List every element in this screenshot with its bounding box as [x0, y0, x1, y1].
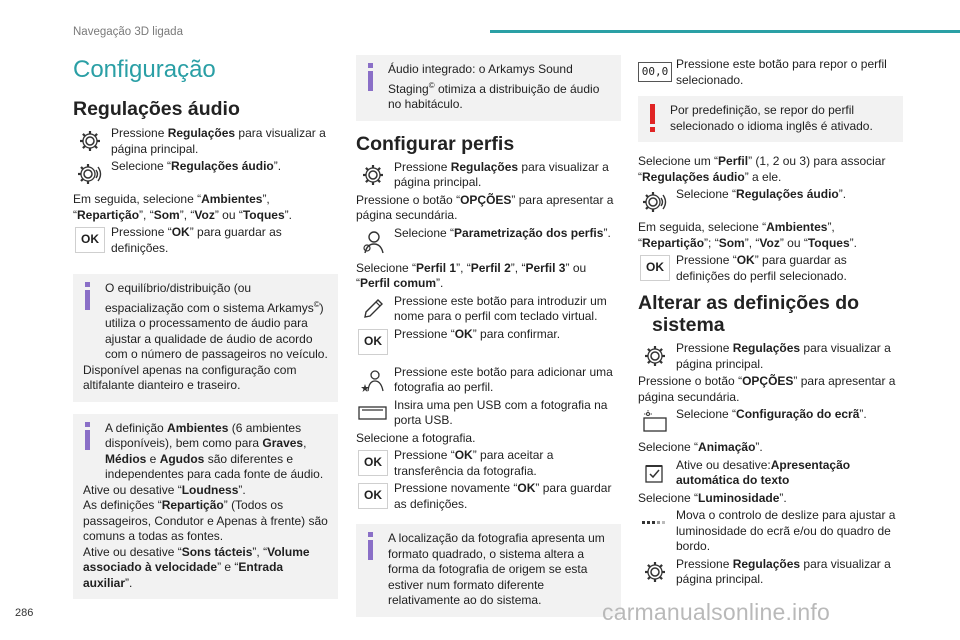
- gear-icon: [73, 125, 107, 157]
- audio-settings-icon: [638, 186, 672, 218]
- step-row: [638, 252, 903, 284]
- step-row: [356, 326, 621, 358]
- paragraph: Em seguida, selecione “Ambientes”, “Repartição”, “Som”, “Voz” ou “Toques”.: [73, 192, 292, 222]
- ok-button-icon: OK: [73, 224, 107, 256]
- usb-drive-icon: [356, 397, 390, 429]
- step-text: Pressione este botão para repor o perfil selecionado.: [676, 57, 887, 87]
- step-row: [356, 480, 621, 512]
- info-icon: [83, 422, 105, 452]
- gear-icon: [638, 340, 672, 372]
- step-row: [638, 340, 903, 372]
- audio-settings-icon: [73, 158, 107, 190]
- info-box: O equilíbrio/distribuição (ou espacialização com o sistema Arkamys©) utiliza o processamento de áudio para ajustar a qualidade de áudio de acordo com o número de passageiros no veículo. Disponível apenas na configuração com altifalante dianteiro e traseiro.: [73, 274, 338, 402]
- paragraph: Pressione o botão “OPÇÕES” para apresentar a página secundária.: [356, 192, 614, 222]
- step-text: Selecione “Configuração do ecrã”.: [676, 407, 867, 421]
- column-1: [73, 52, 338, 611]
- step-row: [356, 225, 621, 257]
- paragraph: Em seguida, selecione “Ambientes”, “Repartição”; “Som”, “Voz” ou “Toques”.: [638, 220, 857, 250]
- step-row: [638, 406, 903, 438]
- step-text: Pressione Regulações para visualizar a página principal.: [394, 159, 609, 189]
- step-row: [356, 159, 621, 191]
- reset-counter-icon: 00,0: [638, 56, 672, 88]
- step-text: Pressione este botão para introduzir um nome para o perfil com teclado virtual.: [394, 293, 607, 323]
- paragraph: Selecione “Perfil 1”, “Perfil 2”, “Perfil 3” ou “Perfil comum”.: [356, 260, 587, 290]
- step-row: [356, 447, 621, 479]
- step-text: Pressione “OK” para confirmar.: [394, 326, 561, 341]
- watermark: carmanualsonline.info: [602, 599, 830, 625]
- step-row: [638, 457, 903, 489]
- ok-button-icon: OK: [356, 480, 390, 512]
- header-accent-bar: [490, 30, 960, 33]
- info-icon: [366, 532, 388, 562]
- slider-icon: [638, 507, 672, 539]
- step-row: [73, 224, 338, 256]
- step-text: Ative ou desative:Apresentação automática do texto: [676, 457, 851, 487]
- page-title: Configuração: [73, 56, 216, 83]
- step-text: Pressione este botão para adicionar uma fotografia ao perfil.: [394, 364, 613, 394]
- step-text: Pressione “OK” para guardar as definições.: [111, 225, 282, 255]
- step-text: Pressione Regulações para visualizar a página principal.: [111, 126, 326, 156]
- step-row: [638, 556, 903, 588]
- paragraph: Pressione o botão “OPÇÕES” para apresentar a página secundária.: [638, 374, 896, 404]
- ok-button-icon: OK: [356, 326, 390, 358]
- section-heading-system: Alterar as definições do sistema: [638, 292, 860, 336]
- step-row: [638, 186, 903, 218]
- warning-icon: [648, 104, 670, 134]
- step-text: Pressione “OK” para guardar as definições do perfil selecionado.: [676, 253, 847, 283]
- info-box: Áudio integrado: o Arkamys Sound Staging© otimiza a distribuição de áudio no habitáculo.: [356, 55, 621, 121]
- step-row: [73, 158, 338, 190]
- add-photo-icon: [356, 364, 390, 396]
- warning-box: Por predefinição, se repor do perfil selecionado o idioma inglês é ativado.: [638, 96, 903, 142]
- pencil-icon: [356, 293, 390, 325]
- section-heading-profiles: Configurar perfis: [356, 132, 515, 155]
- running-header: Navegação 3D ligada: [73, 26, 183, 38]
- info-icon: [83, 282, 105, 312]
- step-text: Pressione novamente “OK” para guardar as definições.: [394, 481, 612, 511]
- ok-button-icon: OK: [356, 447, 390, 479]
- profile-settings-icon: [356, 225, 390, 257]
- step-text: Selecione “Regulações áudio”.: [111, 159, 282, 173]
- step-text: Pressione Regulações para visualizar a página principal.: [676, 341, 891, 371]
- step-row: [356, 364, 621, 396]
- step-text: Insira uma pen USB com a fotografia na porta USB.: [394, 397, 608, 427]
- step-text: Pressione Regulações para visualizar a página principal.: [676, 556, 891, 586]
- info-box: A definição Ambientes (6 ambientes disponíveis), bem como para Graves, Médios e Agudos são diferentes e independentes para cada fonte de áudio. Ative ou desative “Loudness”. As definições “Repartição” (Todos os passageiros, Condutor e Apenas à frente) são comuns a todas as fontes. Ative ou desative “Sons tácteis”, “Volume associado à velocidade” e “Entrada auxiliar”.: [73, 414, 338, 600]
- screen-brightness-icon: [638, 406, 672, 438]
- gear-icon: [356, 159, 390, 191]
- step-text: Mova o controlo de deslize para ajustar a luminosidade do ecrã e/ou do quadro de bordo.: [676, 508, 896, 553]
- step-row: [356, 397, 621, 429]
- info-box: A localização da fotografia apresenta um formato quadrado, o sistema altera a forma da fotografia de origem se esta estiver num formato diferente relativamente ao do sistema.: [356, 524, 621, 617]
- step-row: [638, 507, 903, 555]
- checkbox-icon: [638, 457, 672, 489]
- step-text: Pressione “OK” para aceitar a transferência da fotografia.: [394, 448, 554, 478]
- gear-icon: [638, 556, 672, 588]
- column-3: [638, 52, 903, 589]
- step-text: Selecione “Parametrização dos perfis”.: [394, 225, 611, 240]
- paragraph: Selecione “Luminosidade”.: [638, 490, 787, 505]
- step-row: [356, 293, 621, 325]
- step-row: [73, 125, 338, 157]
- step-text: Selecione “Regulações áudio”.: [676, 187, 847, 201]
- section-heading-audio: Regulações áudio: [73, 98, 240, 120]
- info-icon: [366, 63, 388, 93]
- column-2: [356, 52, 621, 629]
- paragraph: Selecione “Animação”.: [638, 440, 763, 454]
- page-number: 286: [15, 607, 34, 619]
- step-row: [638, 56, 903, 88]
- ok-button-icon: OK: [638, 252, 672, 284]
- paragraph: Selecione a fotografia.: [356, 430, 476, 445]
- paragraph: Selecione um “Perfil” (1, 2 ou 3) para associar “Regulações áudio” a ele.: [638, 154, 886, 184]
